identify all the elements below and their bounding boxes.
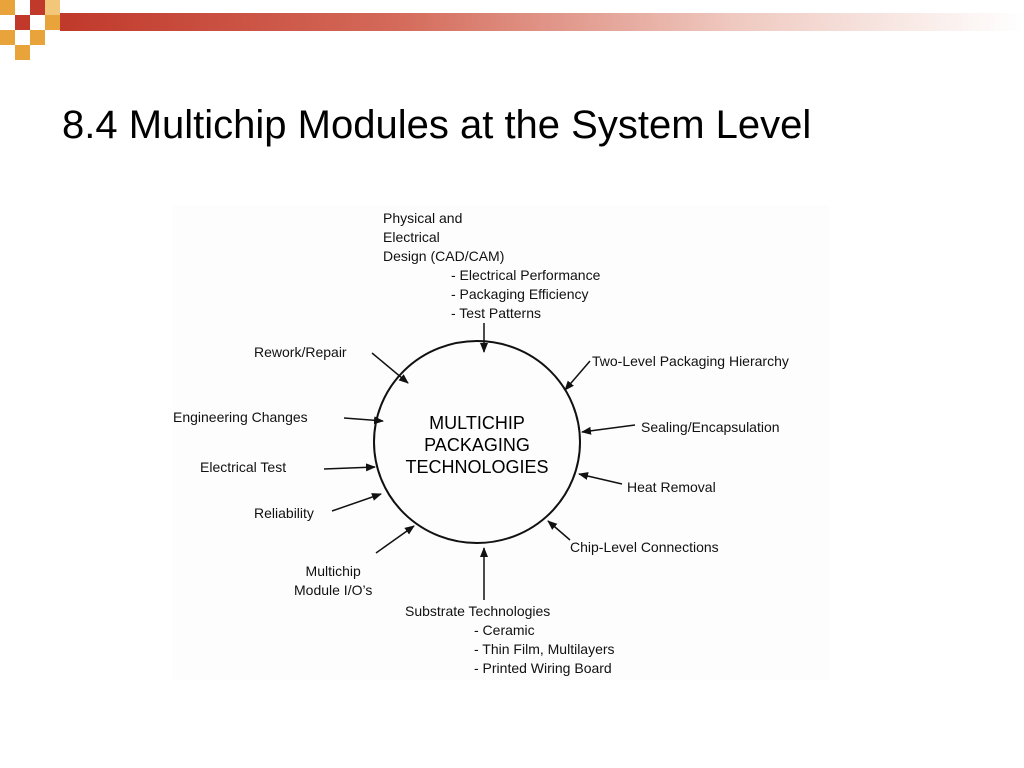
packaging-diagram <box>172 205 830 680</box>
design-item: - Packaging Efficiency <box>451 286 589 302</box>
design-label-line: Physical and <box>383 210 463 226</box>
label-reliability: Reliability <box>254 505 314 521</box>
design-item: - Test Patterns <box>451 305 542 321</box>
design-label <box>383 209 504 266</box>
label-electrical-test: Electrical Test <box>200 459 287 475</box>
checker-square <box>0 30 15 45</box>
substrate-item: - Thin Film, Multilayers <box>474 641 615 657</box>
label-two-level: Two-Level Packaging Hierarchy <box>592 353 789 369</box>
arrow-reliability <box>332 494 381 511</box>
label-engineering: Engineering Changes <box>173 409 308 425</box>
design-label-line: Design (CAD/CAM) <box>383 248 505 264</box>
center-line: PACKAGING <box>424 435 530 455</box>
slide-title: 8.4 Multichip Modules at the System Level <box>62 103 812 147</box>
checker-square <box>45 0 60 15</box>
label-heat-removal: Heat Removal <box>627 479 716 495</box>
label-chip-level: Chip-Level Connections <box>570 539 719 555</box>
checker-square <box>15 15 30 30</box>
label-module-io <box>294 562 372 600</box>
substrate-title: Substrate Technologies <box>405 603 551 619</box>
label-rework: Rework/Repair <box>254 344 347 360</box>
arrow-two-level <box>565 361 590 390</box>
checker-square <box>30 0 45 15</box>
arrow-module-io <box>376 526 414 553</box>
center-label <box>375 412 579 478</box>
arrow-rework <box>372 353 408 383</box>
center-line: TECHNOLOGIES <box>405 457 549 477</box>
arrow-electrical-test <box>324 467 375 469</box>
checker-square <box>30 30 45 45</box>
label-sealing: Sealing/Encapsulation <box>641 419 780 435</box>
design-items <box>451 266 600 323</box>
checker-square <box>0 0 15 15</box>
arrow-heat <box>579 474 622 484</box>
header-band <box>60 13 1024 31</box>
checker-square <box>15 45 30 60</box>
arrow-chip-level <box>548 521 570 540</box>
design-label-line: Electrical <box>383 229 440 245</box>
header-decoration <box>0 0 1024 60</box>
module-io-line: Module I/O’s <box>294 582 373 598</box>
design-item: - Electrical Performance <box>451 267 601 283</box>
substrate-items <box>474 621 615 678</box>
arrow-sealing <box>582 425 635 432</box>
checker-square <box>45 15 60 30</box>
substrate-item: - Ceramic <box>474 622 535 638</box>
substrate-item: - Printed Wiring Board <box>474 660 612 676</box>
module-io-line: Multichip <box>305 563 361 579</box>
center-line: MULTICHIP <box>429 413 525 433</box>
